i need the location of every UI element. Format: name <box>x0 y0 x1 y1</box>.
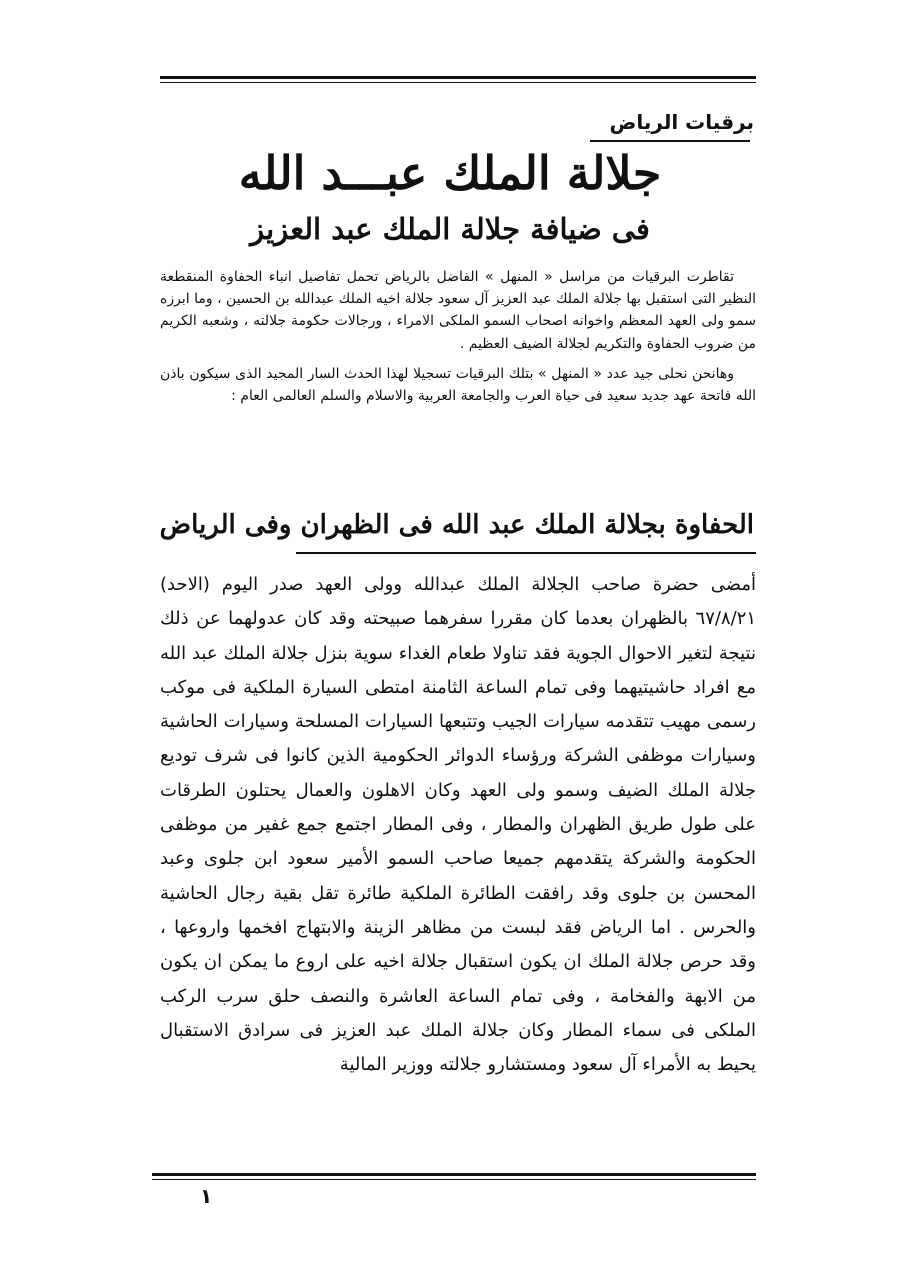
page-title: جلالة الملك عبـــد الله <box>238 146 662 200</box>
intro-paragraph: وهانحن نحلى جيد عدد « المنهل » بتلك البرقيات تسجيلا لهذا الحدث السار المجيد الذى سيكون باذن الله فاتحة عهد جديد سعيد فى حياة العرب والجامعة العربية والاسلام والسلم العالمى العام : <box>160 365 756 405</box>
bottom-double-rule-thin <box>152 1179 756 1180</box>
intro-block <box>160 266 756 407</box>
top-double-rule-thin <box>160 82 756 83</box>
section-label: برقيات الرياض <box>609 110 754 134</box>
section-label-underline <box>590 140 750 142</box>
section-heading: الحفاوة بجلالة الملك عبد الله فى الظهران وفى الرياض <box>159 510 754 540</box>
body-paragraph: أمضى حضرة صاحب الجلالة الملك عبدالله وولى العهد صدر اليوم (الاحد) ٦٧/٨/٢١ بالظهران بعدما كان مقررا سفرهما صبيحته وقد كان عدولهما عن ذلك نتيجة لتغير الاحوال الجوية فقد تناولا طعام الغداء سوية بنزل جلالة الملك عبد الله مع افراد حاشيتيهما وفى تمام الساعة الثامنة امتطى السيارة الملكية فى موكب رسمى مهيب تتقدمه سيارات الجيب وتتبعها السيارات المسلحة وسيارات الحاشية وسيارات موظفى الشركة ورؤساء الدوائر الحكومية الذين كانوا فى شرف توديع جلالة الملك الضيف وسمو ولى العهد وكان الاهلون والعمال يحتلون الطرقات على طول طريق الظهران والمطار ، وفى المطار اجتمع جمع غفير من موظفى الحكومة والشركة يتقدمهم جميعا صاحب السمو الأمير سعود ابن جلوى وعبد المحسن بن جلوى وقد رافقت الطائرة الملكية طائرة تقل بقية رجال الحاشية والحرس . اما الرياض فقد لبست من مظاهر الزينة والابتهاج افخمها واروعها ، وقد حرص جلالة الملك ان يكون استقبال جلالة اخيه على اروع ما يمكن ان يكون من الابهة والفخامة ، وفى تمام الساعة العاشرة والنصف حلق سرب الركب الملكى فى سماء المطار وكان جلالة الملك عبد العزيز فى سرادق الاستقبال يحيط به الأمراء آل سعود ومستشارو جلالته ووزير المالية <box>160 574 756 1076</box>
top-double-rule <box>160 76 756 79</box>
bottom-double-rule <box>152 1173 756 1176</box>
intro-paragraph: تقاطرت البرقيات من مراسل « المنهل » الفاضل بالرياض تحمل تفاصيل انباء الحفاوة المنقطعة النظير التى استقبل بها جلالة الملك عبد العزيز آل سعود جلالة اخيه الملك عبدالله بن الحسين ، وما ابرزه سمو ولى العهد المعظم واخوانه اصحاب السمو الملكى الامراء ، ورجالات حكومة جلالته ، وشعبه الكريم من ضروب الحفاوة والتكريم لجلالة الضيف العظيم . <box>160 269 756 352</box>
article-body <box>160 568 756 1082</box>
page-subtitle: فى ضيافة جلالة الملك عبد العزيز <box>250 212 650 246</box>
section-heading-underline <box>296 552 756 554</box>
page-number: ١ <box>200 1184 213 1208</box>
